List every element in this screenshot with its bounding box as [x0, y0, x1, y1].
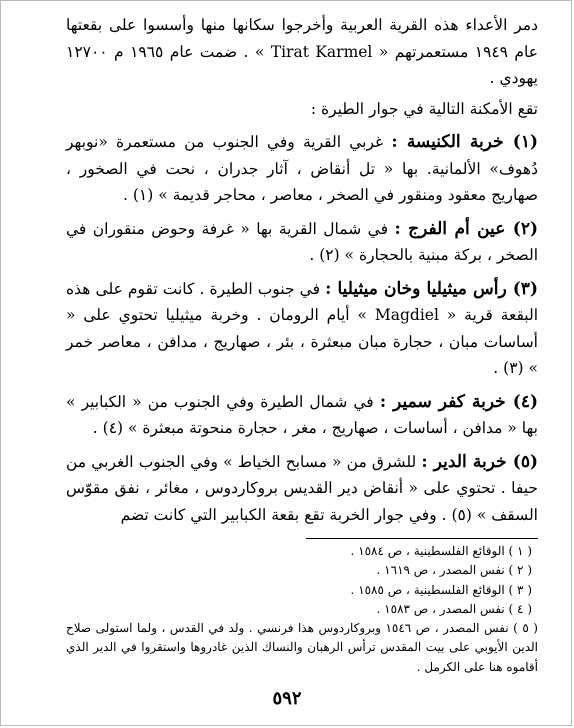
page-number: ٥٩٢ [272, 688, 302, 709]
footnote-divider [306, 538, 538, 539]
footnote-item: ( ٣ ) الوقائع الفلسطينية ، ص ١٥٨٥ . [350, 582, 532, 597]
site-heading: (٤) خربة كفر سمير : [379, 391, 538, 412]
site-entry [66, 129, 538, 209]
footnote-item: ( ١ ) الوقائع الفلسطينية ، ص ١٥٨٤ . [350, 544, 532, 558]
site-heading: (١) خربة الكنيسة : [391, 132, 539, 152]
site-text: في جنوب الطيرة . كانت تقوم على هذه البقعة قرية « Magdiel » أيام الرومان . وخربة ميثيليا تحتوي على « أساسات مبان ، حجارة مبان مبعثرة ، بئر ، صهاريج ، مدافن ، معاصر خمر » (٣) . [66, 279, 538, 377]
site-heading: (٣) رأس ميثيليا وخان ميثيليا : [325, 278, 538, 299]
footnote-item: ( ٢ ) نفس المصدر ، ص ١٦١٩ . [376, 563, 532, 578]
main-text [66, 12, 538, 535]
site-heading: (٢) عين أم الفرج : [394, 218, 538, 239]
lead-line: تقع الأمكنة التالية في جوار الطيرة : [310, 99, 538, 118]
footnote-item: ( ٤ ) نفس المصدر ، ص ١٥٨٣ . [376, 601, 532, 616]
footnotes [66, 542, 538, 677]
site-entry [66, 449, 538, 529]
site-entry [66, 216, 538, 269]
intro-paragraph: دمر الأعداء هذه القرية العربية وأخرجوا سكانها منها وأسسوا على بقعتها عام ١٩٤٩ مستعمرتهم « Tirat Karmel » . ضمت عام ١٩٦٥ م ١٢٧٠٠ يهودي . [66, 16, 538, 87]
site-text: في شمال القرية بها « غرفة وحوض منقوران في الصخر ، بركة مبنية بالحجارة » (٢) . [66, 219, 538, 264]
site-heading: (٥) خربة الدير : [421, 451, 538, 472]
site-text: في شمال الطيرة وفي الجنوب من « الكبابير » بها « مدافن ، أساسات ، صهاريج ، مغر ، حجارة منحوتة مبعثرة » (٤) . [66, 392, 538, 437]
site-text: غربي القرية وفي الجنوب من مستعمرة «نوبهر دُهوف» الألمانية. بها « تل أنقاض ، آثار جدران ، نحت في الصخور ، صهاريج معقود ومنقور في الصخر ، معاصر ، محاجر قديمة » (١) . [66, 133, 538, 204]
site-entry [66, 276, 538, 382]
site-entry [66, 389, 538, 442]
site-text: للشرق من « مسابح الخياط » وفي الجنوب الغربي من حيفا . تحتوي على « أنقاض دير القديس بروكاردوس ، مغائر ، نفق مقوّس السقف » (٥) . وفي جوار الخربة تقع بقعة الكبابير التي كانت تضم [66, 452, 538, 524]
footnote-item: ( ٥ ) نفس المصدر ، ص ١٥٤٦ وبروكاردوس هذا فرنسي . ولد في القدس ، ولما استولى صلاح الدين الأيوبي على بيت المقدس ترأس الرهبان والنساك الذين غادروها واستقروا في الدير الذي أقاموه هنا على الكرمل . [66, 621, 538, 674]
